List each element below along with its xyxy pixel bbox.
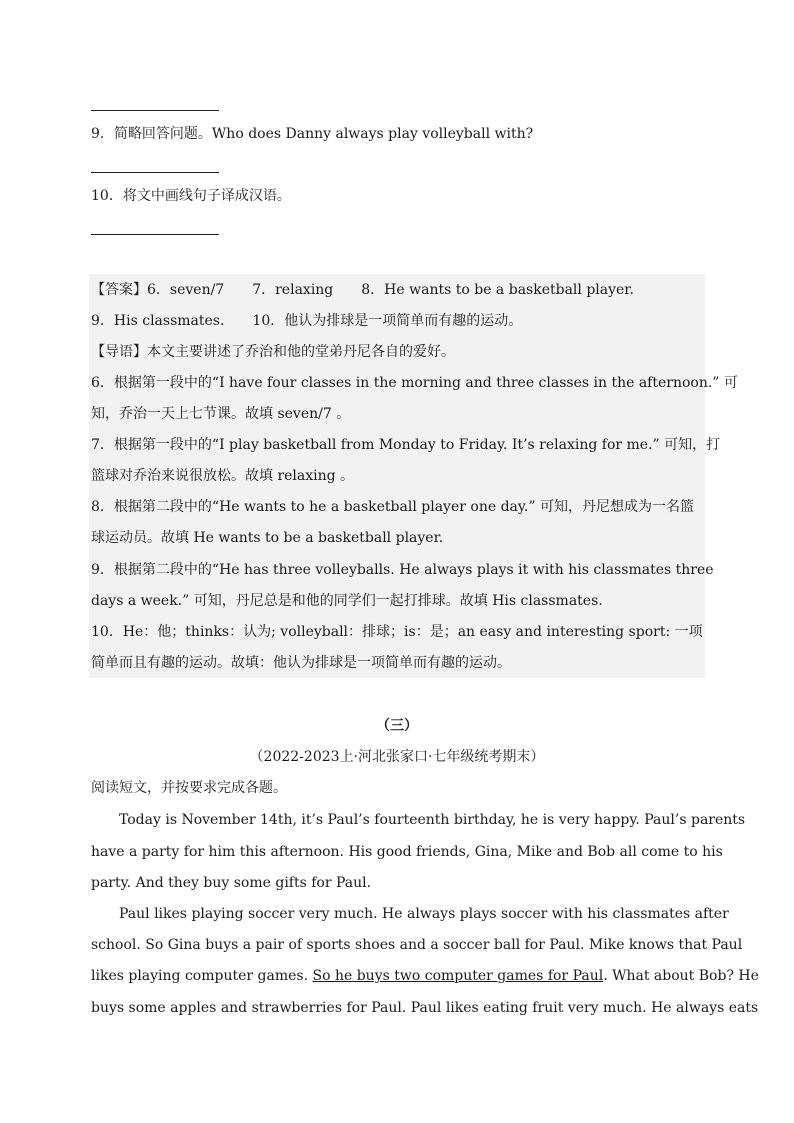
passage-text: . What about Bob? He [603, 968, 759, 984]
passage-line: buys some apples and strawberries for Paul. Paul likes eating fruit very much. He always eats [91, 1000, 759, 1016]
instruction: 阅读短文，并按要求完成各题。 [91, 780, 287, 796]
answer-key-cont: 9．His classmates. 10．他认为排球是一项简单而有趣的运动。 [91, 313, 523, 329]
explanation-7: 7．根据第一段中的“I play basketball from Monday to Friday. It’s relaxing for me.” 可知，打 [91, 437, 721, 453]
explanation-8-cont: 球运动员。故填 He wants to be a basketball player. [91, 530, 444, 546]
section-heading: （三） [376, 718, 418, 734]
underlined-sentence: So he buys two computer games for Paul [312, 968, 604, 984]
passage-line: school. So Gina buys a pair of sports shoes and a soccer ball for Paul. Mike knows that Paul [91, 937, 743, 953]
passage-line: Paul likes playing soccer very much. He always plays soccer with his classmates after [119, 906, 729, 922]
explanation-6-cont: 知，乔治一天上七节课。故填 seven/7 。 [91, 406, 351, 422]
explanation-9-cont: days a week.” 可知，丹尼总是和他的同学们一起打排球。故填 His classmates. [91, 593, 603, 609]
passage-line: party. And they buy some gifts for Paul. [91, 875, 372, 891]
explanation-8: 8．根据第二段中的“He wants to he a basketball player one day.” 可知，丹尼想成为一名篮 [91, 499, 694, 515]
blank-line-q8 [91, 110, 219, 111]
blank-line-q9[interactable] [91, 172, 219, 173]
explanation-10: 10．He：他；thinks：认为; volleyball：排球；is：是；an easy and interesting sport: 一项 [91, 624, 703, 640]
explanation-9: 9．根据第二段中的“He has three volleyballs. He always plays it with his classmates three [91, 562, 714, 578]
passage-text: likes playing computer games. [91, 968, 313, 984]
answer-key: 【答案】6．seven/7 7．relaxing 8．He wants to be a basketball player. [91, 282, 634, 298]
answer-box [89, 274, 738, 678]
explanation-7-cont: 篮球对乔治来说很放松。故填 relaxing 。 [91, 468, 355, 484]
question-10: 10．将文中画线句子译成汉语。 [91, 188, 291, 204]
question-9: 9．简略回答问题。Who does Danny always play volleyball with? [91, 126, 534, 142]
section-source: （2022-2023上·河北张家口·七年级统考期末） [249, 749, 545, 765]
guide-summary: 【导语】本文主要讲述了乔治和他的堂弟丹尼各自的爱好。 [91, 344, 455, 360]
passage-line: have a party for him this afternoon. His good friends, Gina, Mike and Bob all come to his [91, 844, 723, 860]
explanation-6: 6．根据第一段中的“I have four classes in the morning and three classes in the afternoon.” 可 [91, 375, 738, 391]
passage-line-with-underline [91, 966, 759, 986]
passage-line: Today is November 14th, it’s Paul’s fourteenth birthday, he is very happy. Paul’s parents [119, 812, 746, 828]
blank-line-q10[interactable] [91, 234, 219, 235]
explanation-10-cont: 简单而且有趣的运动。故填：他认为排球是一项简单而有趣的运动。 [91, 655, 511, 671]
